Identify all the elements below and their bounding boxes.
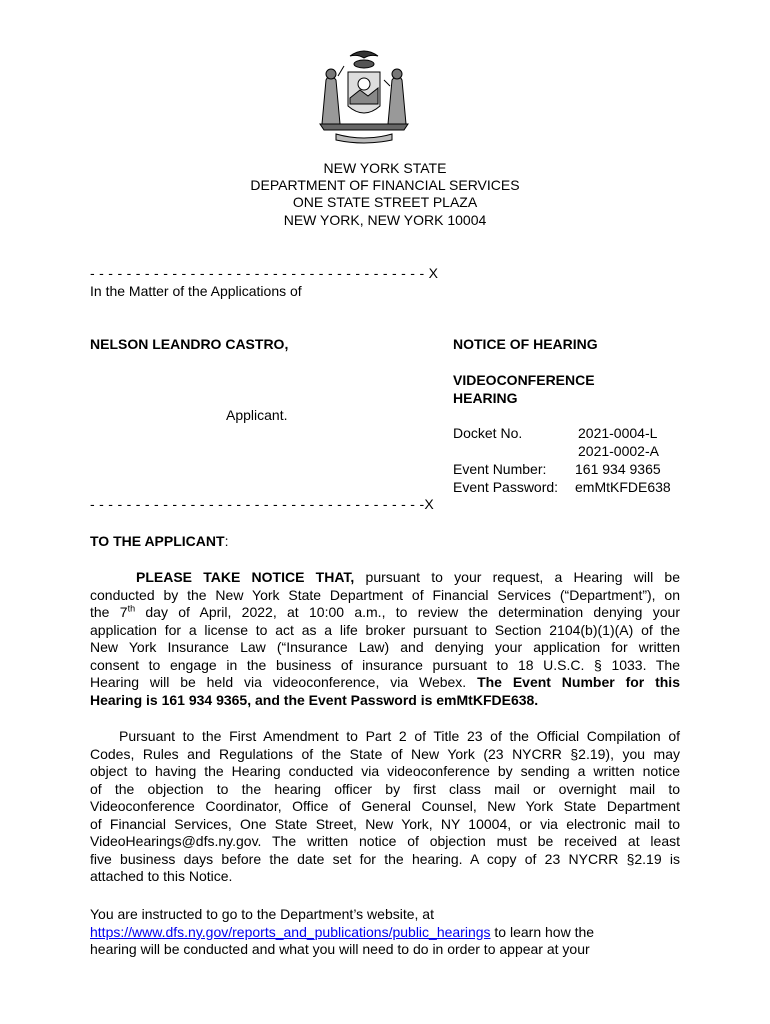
public-hearings-link[interactable]: https://www.dfs.ny.gov/reports_and_publications/public_hearings bbox=[90, 923, 491, 940]
header-line-city: NEW YORK, NEW YORK 10004 bbox=[283, 211, 487, 228]
caption-matter: In the Matter of the Applications of bbox=[90, 283, 302, 299]
header-line-department: DEPARTMENT OF FINANCIAL SERVICES bbox=[250, 177, 520, 194]
salutation-colon: : bbox=[224, 533, 229, 549]
paragraph-line: five business days before the date set for the hearing. A copy of 23 NYCRR §2.19 is bbox=[90, 850, 680, 867]
paragraph-website bbox=[90, 906, 680, 959]
notice-subtitle-line1: VIDEOCONFERENCE bbox=[453, 372, 595, 388]
paragraph-line: conducted by the New York State Department of Financial Services (“Department”), on bbox=[90, 586, 680, 603]
paragraph-first-amendment bbox=[90, 728, 680, 886]
paragraph-line: the 7th day of April, 2022, at 10:00 a.m., to review the determination denying your bbox=[90, 603, 680, 620]
paragraph-line: application for a license to act as a life broker pursuant to Section 2104(b)(1)(A) of the bbox=[90, 621, 680, 638]
salutation bbox=[90, 533, 228, 551]
paragraph-line: of the objection to the hearing officer by first class mail or overnight mail to bbox=[90, 780, 680, 797]
notice-title: NOTICE OF HEARING bbox=[453, 336, 598, 352]
paragraph-line: New York Insurance Law (“Insurance Law) and denying your application for written bbox=[90, 639, 680, 655]
paragraph-line: Hearing will be held via videoconference, via Webex. The Event Number for this bbox=[90, 674, 680, 690]
caption-dashes-top: - - - - - - - - - - - - - - - - - - - - - - - - - - - - - - - - - - - - - X bbox=[90, 265, 439, 281]
new-york-state-seal bbox=[310, 46, 418, 146]
paragraph-line: object to having the Hearing conducted via videoconference by sending a written notice bbox=[90, 763, 680, 779]
applicant-role: Applicant. bbox=[226, 407, 288, 423]
paragraph-line: Hearing is 161 934 9365, and the Event Password is emMtKFDE638. bbox=[90, 691, 539, 708]
paragraph-line: PLEASE TAKE NOTICE THAT, pursuant to your request, a Hearing will be bbox=[136, 569, 680, 585]
salutation-text: TO THE APPLICANT bbox=[90, 533, 225, 549]
docket-value-1: 2021-0004-L bbox=[578, 425, 658, 441]
paragraph-line: Pursuant to the First Amendment to Part 2 of Title 23 of the Official Compilation of bbox=[119, 728, 680, 744]
event-password-value: emMtKFDE638 bbox=[575, 479, 671, 495]
paragraph-line: of Financial Services, One State Street, New York, NY 10004, or via electronic mail to bbox=[90, 815, 680, 832]
docket-label: Docket No. bbox=[453, 425, 523, 441]
event-number-value: 161 934 9365 bbox=[575, 461, 661, 477]
event-password-label: Event Password: bbox=[453, 479, 559, 495]
header-line-state: NEW YORK STATE bbox=[323, 160, 447, 176]
paragraph-line: You are instructed to go to the Department’s website, at bbox=[90, 906, 434, 922]
paragraph-line: hearing will be conducted and what you will need to do in order to appear at your bbox=[90, 941, 590, 957]
paragraph-line: https://www.dfs.ny.gov/reports_and_publications/public_hearings to learn how the bbox=[90, 923, 595, 940]
paragraph-line: Codes, Rules and Regulations of the State of New York (23 NYCRR §2.19), you may bbox=[90, 745, 680, 762]
caption-dashes-bottom: - - - - - - - - - - - - - - - - - - - - - - - - - - - - - - - - - - - - -X bbox=[90, 496, 435, 512]
docket-value-2: 2021-0002-A bbox=[578, 443, 659, 459]
paragraph-line: VideoHearings@dfs.ny.gov. The written notice of objection must be received at least bbox=[90, 833, 680, 849]
event-number-label: Event Number: bbox=[453, 461, 547, 477]
paragraph-notice bbox=[90, 569, 680, 709]
paragraph-line: attached to this Notice. bbox=[90, 868, 233, 884]
notice-subtitle-line2: HEARING bbox=[453, 390, 518, 406]
notice-lead-text: PLEASE TAKE NOTICE THAT, bbox=[136, 569, 355, 585]
paragraph-line: consent to engage in the business of insurance pursuant to 18 U.S.C. § 1033. The bbox=[90, 656, 680, 673]
header-line-address: ONE STATE STREET PLAZA bbox=[292, 194, 478, 211]
paragraph-line: Videoconference Coordinator, Office of General Counsel, New York State Department bbox=[90, 798, 680, 814]
agency-header bbox=[0, 160, 770, 229]
applicant-name: NELSON LEANDRO CASTRO, bbox=[90, 336, 289, 352]
